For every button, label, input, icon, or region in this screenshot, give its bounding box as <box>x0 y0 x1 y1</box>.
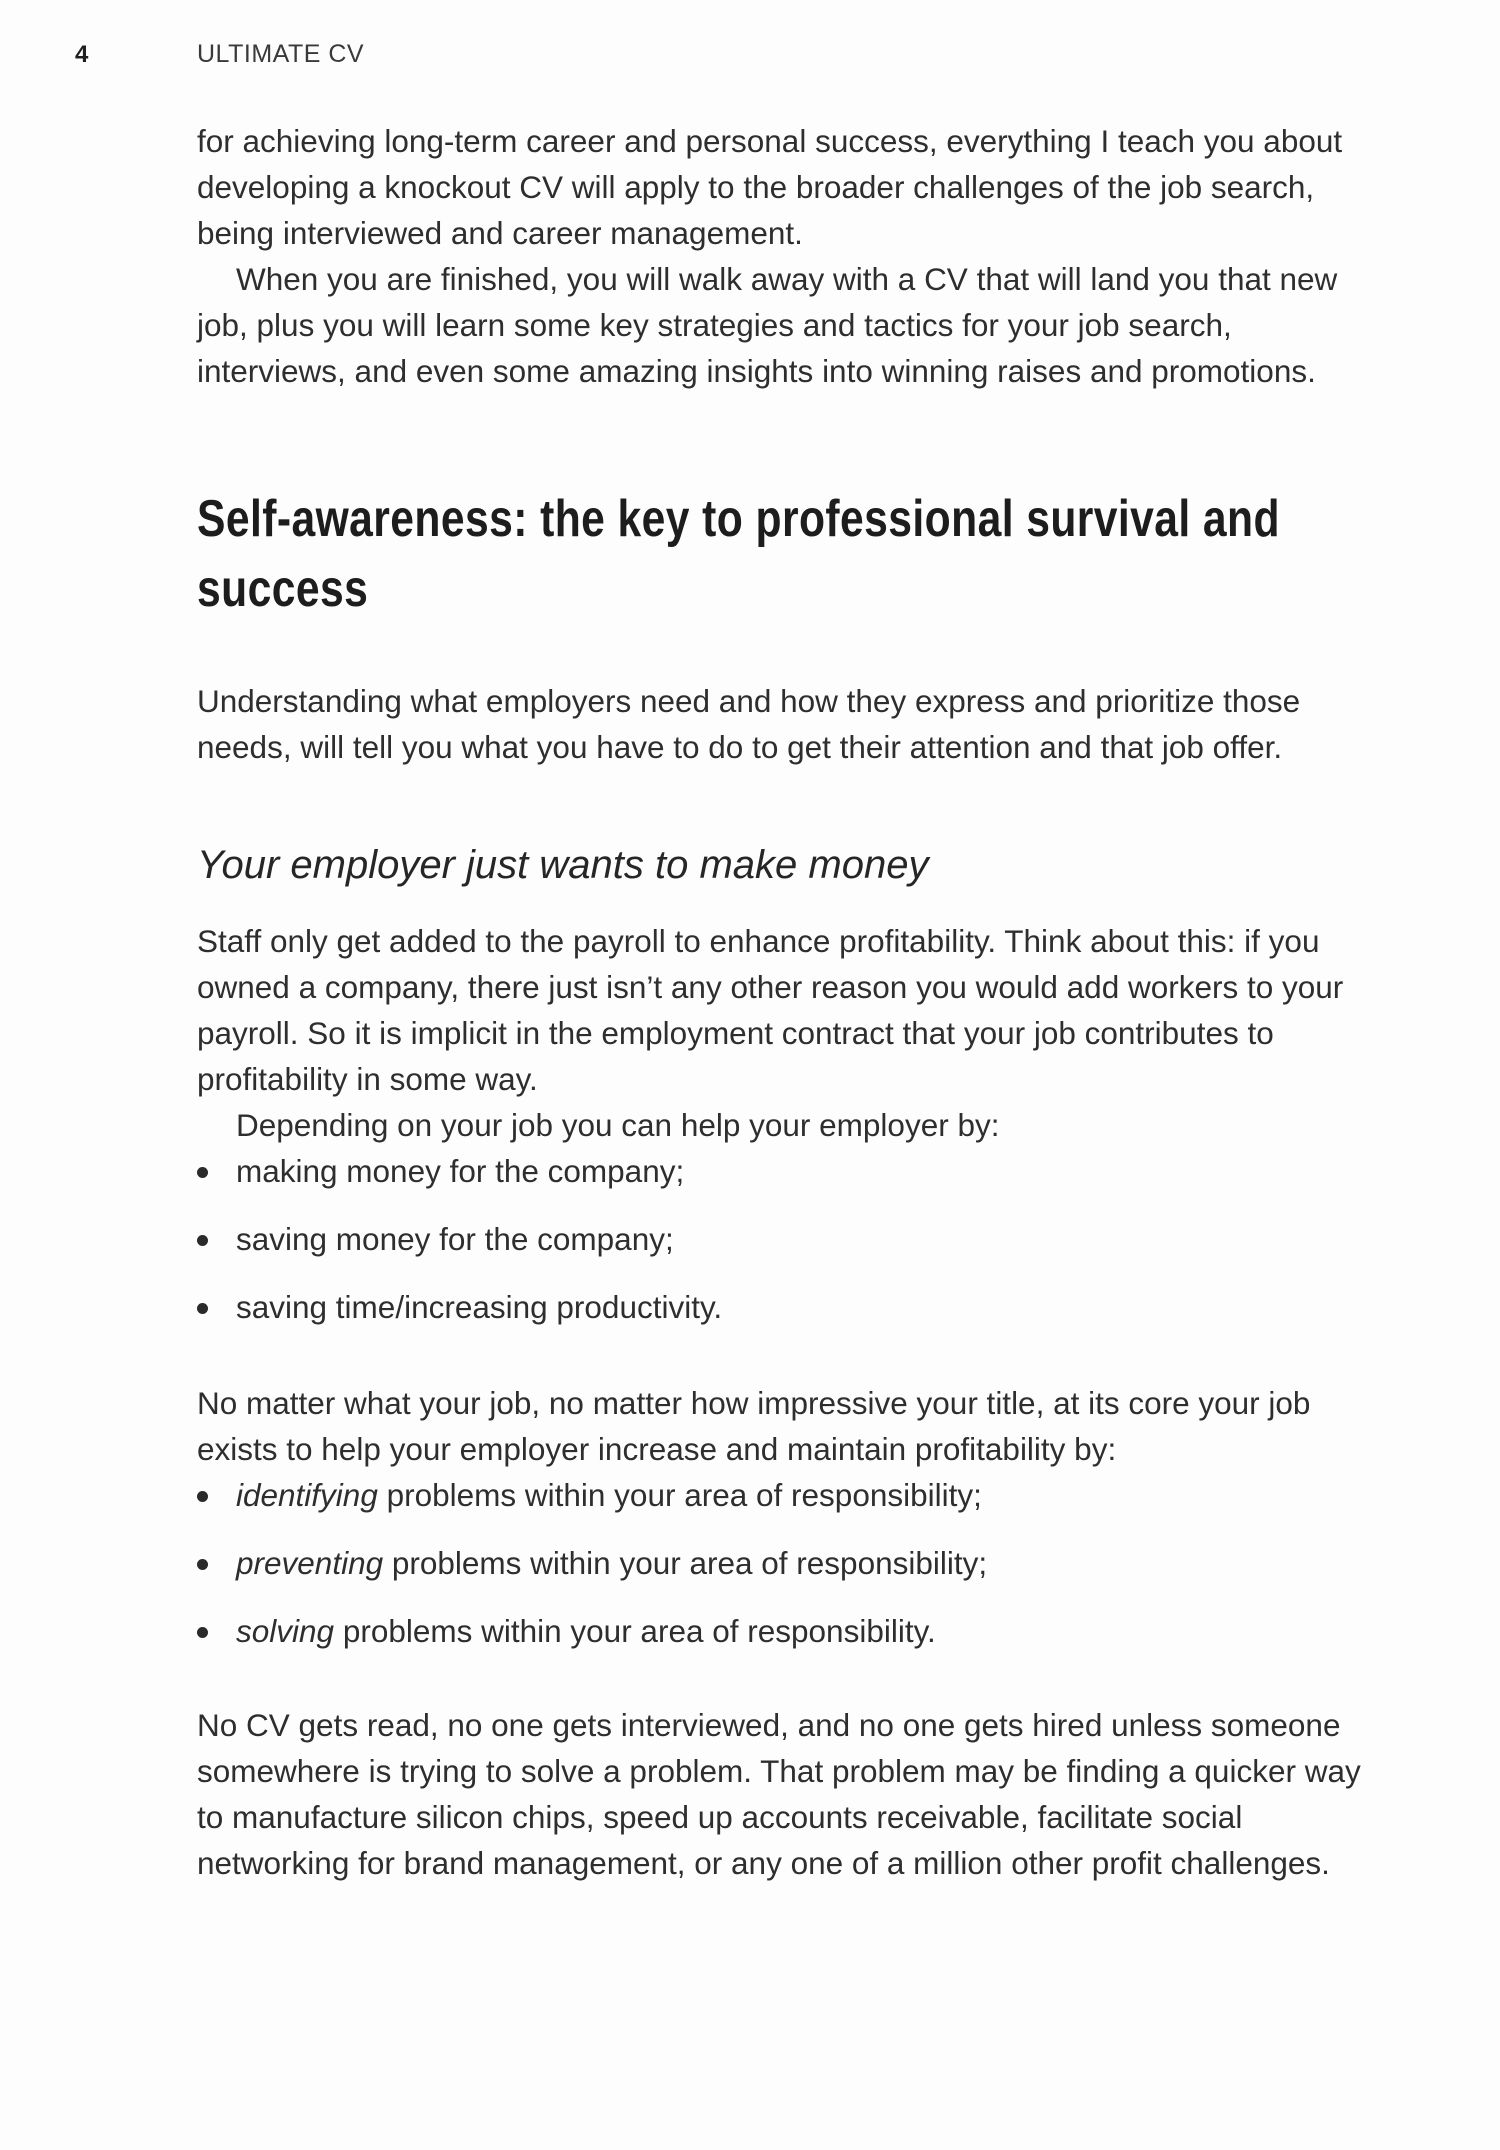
list-item <box>197 1608 1372 1654</box>
section-intro-paragraph: Understanding what employers need and how they express and prioritize those needs, will tell you what you have to do to get their attention and that job offer. <box>197 683 1301 765</box>
bullet-icon <box>197 1491 208 1502</box>
bullet-icon <box>197 1627 208 1638</box>
payroll-paragraph: Staff only get added to the payroll to enhance profitability. Think about this: if you owned a company, there just isn’t any other reason you would add workers to your payroll. So it is implicit in the employment contract that your job contributes to profitability in some way. <box>197 923 1344 1097</box>
opening-paragraph: for achieving long-term career and personal success, everything I teach you about developing a knockout CV will apply to the broader challenges of the job search, being interviewed and career management. <box>197 123 1343 251</box>
list-item <box>197 1148 1372 1194</box>
core-paragraph: No matter what your job, no matter how impressive your title, at its core your job exists to help your employer increase and maintain profitability by: <box>197 1385 1311 1467</box>
list-item-text: saving money for the company; <box>236 1221 674 1257</box>
list-item-text: making money for the company; <box>236 1153 685 1189</box>
list-item <box>197 1216 1372 1262</box>
bullet-icon <box>197 1559 208 1570</box>
second-paragraph: When you are finished, you will walk away with a CV that will land you that new job, plus you will learn some key strategies and tactics for your job search, interviews, and even some amazing insights into winning raises and promotions. <box>197 261 1338 389</box>
subheading: Your employer just wants to make money <box>197 843 929 887</box>
problem-list <box>197 1472 1372 1654</box>
running-header-title: ULTIMATE CV <box>197 40 365 68</box>
list-item-text: problems within your area of responsibility; <box>377 1477 982 1513</box>
list-item-text: problems within your area of responsibility. <box>334 1613 936 1649</box>
depending-paragraph: Depending on your job you can help your employer by: <box>236 1107 1000 1143</box>
section-heading: Self-awareness: the key to professional survival and success <box>197 490 1280 618</box>
list-item-text: saving time/increasing productivity. <box>236 1289 723 1325</box>
list-item-verb: preventing <box>236 1545 384 1581</box>
list-item <box>197 1284 1372 1330</box>
help-list <box>197 1148 1372 1330</box>
list-item <box>197 1540 1372 1586</box>
page-body <box>197 118 1372 1886</box>
list-item-verb: identifying <box>236 1477 378 1513</box>
bullet-icon <box>197 1303 208 1314</box>
closing-paragraph: No CV gets read, no one gets interviewed, and no one gets hired unless someone somewhere is trying to solve a problem. That problem may be finding a quicker way to manufacture silicon chips, speed up accounts receivable, facilitate social networking for brand management, or any one of a million other profit challenges. <box>197 1707 1361 1881</box>
bullet-icon <box>197 1167 208 1178</box>
bullet-icon <box>197 1235 208 1246</box>
list-item <box>197 1472 1372 1518</box>
list-item-text: problems within your area of responsibility; <box>383 1545 988 1581</box>
page-number: 4 <box>75 41 89 68</box>
list-item-verb: solving <box>236 1613 335 1649</box>
